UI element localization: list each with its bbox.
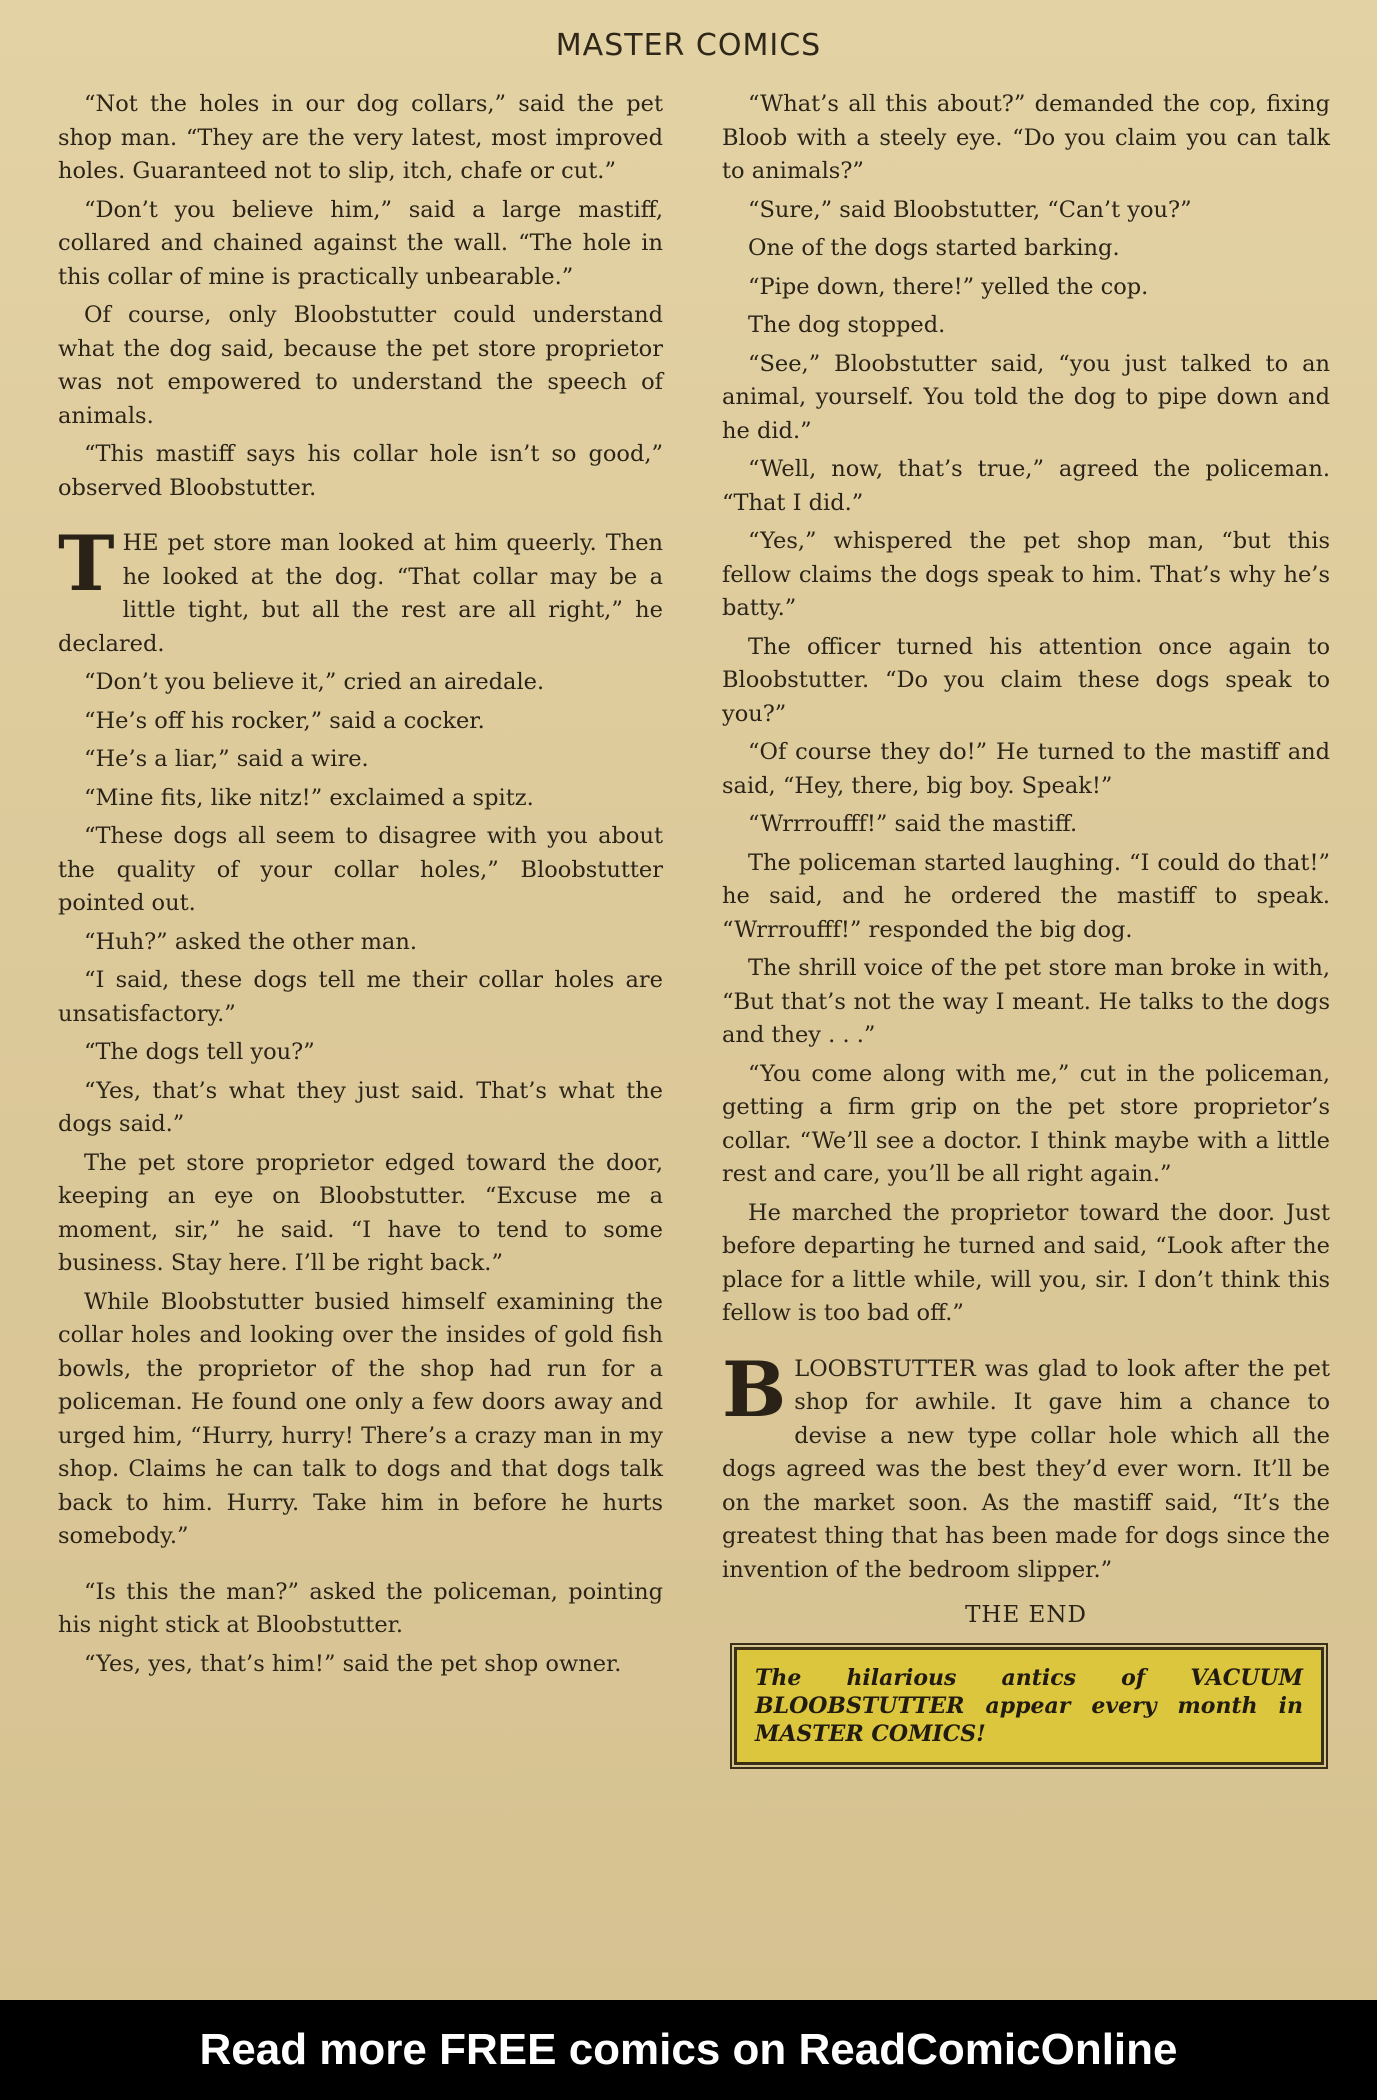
paragraph: “Pipe down, there!” yelled the cop. [748,273,1149,300]
paragraph: “Wrrroufff!” said the mastiff. [748,811,1078,837]
paragraph-text: LOOBSTUTTER was glad to look after the pet shop for awhile. It gave him a chance to devise a new type collar hole which all the dogs agreed was the best they’d ever worn. It’ll be on the market soon. As the mastiff said, “It’s the greatest thing that has been made for dogs since the invention of the bedroom slipper.” [722,1355,1330,1583]
right-text-column [722,88,1330,1765]
paragraph: The shrill voice of the pet store man broke in with, “But that’s not the way I meant. He talks to the dogs and they . . .” [722,955,1330,1048]
paragraph: “What’s all this about?” demanded the cop, fixing Bloob with a steely eye. “Do you claim you can talk to animals?” [722,91,1330,184]
left-text-column [58,88,663,1686]
paragraph: “The dogs tell you?” [84,1039,315,1065]
paragraph: “See,” Bloobstutter said, “you just talked to an animal, yourself. You told the dog to pipe down and he did.” [722,350,1330,444]
paragraph: “These dogs all seem to disagree with you about the quality of your collar holes,” Bloobstutter pointed out. [58,823,663,916]
paragraph: The pet store proprietor edged toward the door, keeping an eye on Bloobstutter. “Excuse me a moment, sir,” he said. “I have to tend to some business. Stay here. I’ll be right back.” [58,1149,663,1276]
drop-cap-letter: B [722,1344,787,1434]
promo-box: The hilarious antics of VACUUM BLOOBSTUTTER appear every month in MASTER COMICS! [734,1647,1324,1765]
paragraph: “Is this the man?” asked the policeman, pointing his night stick at Bloobstutter. [58,1578,663,1638]
paragraph: He marched the proprietor toward the door. Just before departing he turned and said, “Look after the place for a little while, will you, sir. I don’t think this fellow is too bad off.” [722,1199,1330,1326]
paragraph: “Well, now, that’s true,” agreed the policeman. “That I did.” [722,456,1330,516]
paragraph: One of the dogs started barking. [748,235,1120,261]
paragraph: “He’s a liar,” said a wire. [84,746,369,772]
paragraph: “You come along with me,” cut in the policeman, getting a firm grip on the pet store proprietor’s collar. “We’ll see a doctor. I think maybe with a little rest and care, you’ll be all right again.” [722,1060,1330,1187]
the-end-label: THE END [965,1602,1087,1628]
paragraph: While Bloobstutter busied himself examining the collar holes and looking over the insides of gold fish bowls, the proprietor of the shop had run for a policeman. He found one only a few doors away and urged him, “Hurry, hurry! There’s a crazy man in my shop. Claims he can talk to dogs and that dogs talk back to him. Hurry. Take him in before he hurts somebody.” [58,1288,663,1549]
paragraph: “Yes, yes, that’s him!” said the pet shop owner. [84,1650,622,1677]
paragraph: “Yes,” whispered the pet shop man, “but this fellow claims the dogs speak to him. That’s why he’s batty.” [722,528,1330,621]
paragraph: The officer turned his attention once again to Bloobstutter. “Do you claim these dogs speak to you?” [722,633,1330,727]
dropcap-paragraph [58,519,663,661]
paragraph: “He’s off his rocker,” said a cocker. [84,707,485,734]
paragraph: “Huh?” asked the other man. [84,928,417,955]
paragraph: “Not the holes in our dog collars,” said the pet shop man. “They are the very latest, most improved holes. Guaranteed not to slip, itch, chafe or cut.” [58,91,663,184]
paragraph: The dog stopped. [748,312,946,338]
paragraph: “Don’t you believe him,” said a large mastiff, collared and chained against the wall. “The hole in this collar of mine is practically unbearable.” [58,196,663,290]
paragraph: “Mine fits, like nitz!” exclaimed a spitz. [84,784,534,811]
paragraph: “Yes, that’s what they just said. That’s what the dogs said.” [58,1077,663,1137]
paragraph: The policeman started laughing. “I could do that!” he said, and he ordered the mastiff to speak. “Wrrroufff!” responded the big dog. [722,849,1330,943]
page-header-title: MASTER COMICS [555,28,822,63]
paragraph: “Of course they do!” He turned to the mastiff and said, “Hey, there, big boy. Speak!” [722,739,1330,799]
paragraph: “This mastiff says his collar hole isn’t so good,” observed Bloobstutter. [58,441,663,501]
paragraph: Of course, only Bloobstutter could understand what the dog said, because the pet store proprietor was not empowered to understand the speech of animals. [58,302,663,429]
paragraph-text: HE pet store man looked at him queerly. Then he looked at the dog. “That collar may be a little tight, but all the rest are all right,” he declared. [58,530,663,657]
dropcap-paragraph [722,1344,1330,1588]
paragraph: “I said, these dogs tell me their collar holes are unsatisfactory.” [58,967,663,1027]
footer-banner[interactable]: Read more FREE comics on ReadComicOnline [0,2000,1377,2100]
paragraph: “Sure,” said Bloobstutter, “Can’t you?” [748,196,1192,223]
paragraph: “Don’t you believe it,” cried an airedale. [84,669,545,695]
drop-cap-letter: T [58,519,115,608]
